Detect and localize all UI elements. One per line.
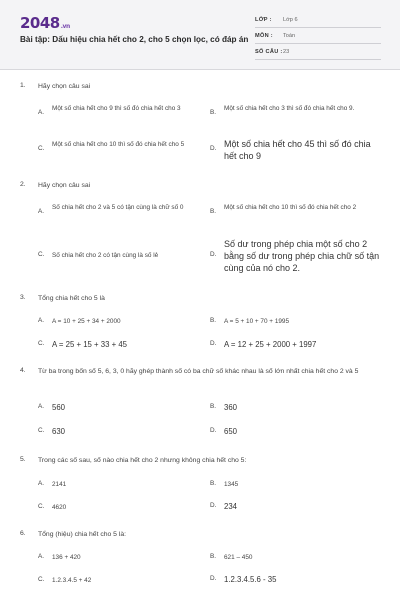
option-label: B.	[210, 317, 217, 324]
option-label: C.	[38, 340, 45, 347]
option-label: C.	[38, 145, 45, 152]
option-text: Một số chia hết cho 10 thì số đó chia hết cho 2	[224, 204, 357, 211]
option-label: B.	[210, 208, 217, 215]
option-label: B.	[210, 480, 217, 487]
meta-row-subject	[255, 28, 381, 44]
question-text: Từ ba trong bốn số 5, 6, 3, 0 hãy ghép thành số có ba chữ số khác nhau là số lớn nhất chia hết cho 2 và 5	[38, 368, 359, 375]
option-text: 234	[224, 502, 238, 511]
option-text: Một số chia hết cho 10 thì số đó chia hết cho 5	[52, 141, 185, 148]
option-text: A = 5 + 10 + 70 + 1995	[224, 318, 290, 325]
option-label: D.	[210, 502, 217, 509]
question-text: Trong các số sau, số nào chia hết cho 2 nhưng không chia hết cho 5:	[38, 457, 247, 464]
question-text: Hãy chọn câu sai	[38, 83, 91, 90]
option-label: C.	[38, 503, 45, 510]
option-label: A.	[38, 109, 45, 116]
option-label: A.	[38, 480, 45, 487]
page-title: Bài tập: Dấu hiệu chia hết cho 2, cho 5 chọn lọc, có đáp án	[20, 35, 249, 44]
option-text: 560	[52, 403, 66, 412]
option-text: 630	[52, 427, 66, 436]
option-text: 1345	[224, 481, 239, 488]
meta-row-class	[255, 12, 381, 28]
question-text: Tổng (hiệu) chia hết cho 5 là:	[38, 531, 127, 538]
question-number: 2.	[20, 181, 26, 188]
option-text: 2141	[52, 481, 67, 488]
option-label: C.	[38, 427, 45, 434]
option-text: Một số chia hết cho 45 thì số đó chia hết cho 9	[224, 139, 371, 161]
option-text: Số chia hết cho 2 có tận cùng là số lẻ	[52, 252, 159, 259]
option-text: 136 + 420	[52, 554, 81, 561]
option-text: A = 25 + 15 + 33 + 45	[52, 340, 128, 349]
option-label: A.	[38, 553, 45, 560]
meta-value: 23	[283, 49, 290, 55]
option-label: A.	[38, 403, 45, 410]
option-label: B.	[210, 403, 217, 410]
option-label: C.	[38, 576, 45, 583]
meta-label: LỚP :	[255, 17, 272, 23]
option-text: Một số chia hết cho 9 thì số đó chia hết cho 3	[52, 105, 181, 112]
question-text: Tổng chia hết cho 5 là	[38, 295, 105, 302]
option-label: D.	[210, 145, 217, 152]
option-label: B.	[210, 553, 217, 560]
meta-value: Lớp 6	[283, 17, 298, 23]
option-label: A.	[38, 317, 45, 324]
option-text: 650	[224, 427, 238, 436]
option-text: 360	[224, 403, 238, 412]
option-text: 1.2.3.4.5 + 42	[52, 577, 92, 584]
question-number: 5.	[20, 456, 26, 463]
option-text: A = 12 + 25 + 2000 + 1997	[224, 340, 317, 349]
option-label: D.	[210, 251, 217, 258]
site-logo[interactable]	[20, 14, 70, 32]
option-text: 4620	[52, 504, 67, 511]
meta-label: SỐ CÂU :	[255, 49, 283, 55]
option-text: Một số chia hết cho 3 thì số đó chia hết cho 9.	[224, 105, 355, 112]
option-label: C.	[38, 251, 45, 258]
option-text: Số dư trong phép chia một số cho 2 bằng số dư trong phép chia chữ số tận cùng của nó cho 2.	[224, 239, 380, 273]
option-text: Số chia hết cho 2 và 5 có tận cùng là chữ số 0	[52, 204, 184, 211]
option-label: A.	[38, 208, 45, 215]
logo-suffix: .vn	[60, 23, 70, 30]
question-number: 3.	[20, 294, 26, 301]
logo-text: 2048	[20, 14, 60, 32]
document-header	[0, 0, 400, 70]
option-label: D.	[210, 575, 217, 582]
question-number: 1.	[20, 82, 26, 89]
meta-label: MÔN :	[255, 33, 273, 39]
option-text: 1.2.3.4.5.6 - 35	[224, 575, 277, 584]
question-number: 6.	[20, 530, 26, 537]
option-text: A = 10 + 25 + 34 + 2000	[52, 318, 121, 325]
option-label: D.	[210, 427, 217, 434]
question-text: Hãy chọn câu sai	[38, 182, 91, 189]
meta-row-count	[255, 44, 381, 60]
option-text: 621 – 450	[224, 554, 253, 561]
option-label: D.	[210, 340, 217, 347]
question-number: 4.	[20, 367, 26, 374]
meta-value: Toán	[283, 33, 296, 39]
option-label: B.	[210, 109, 217, 116]
